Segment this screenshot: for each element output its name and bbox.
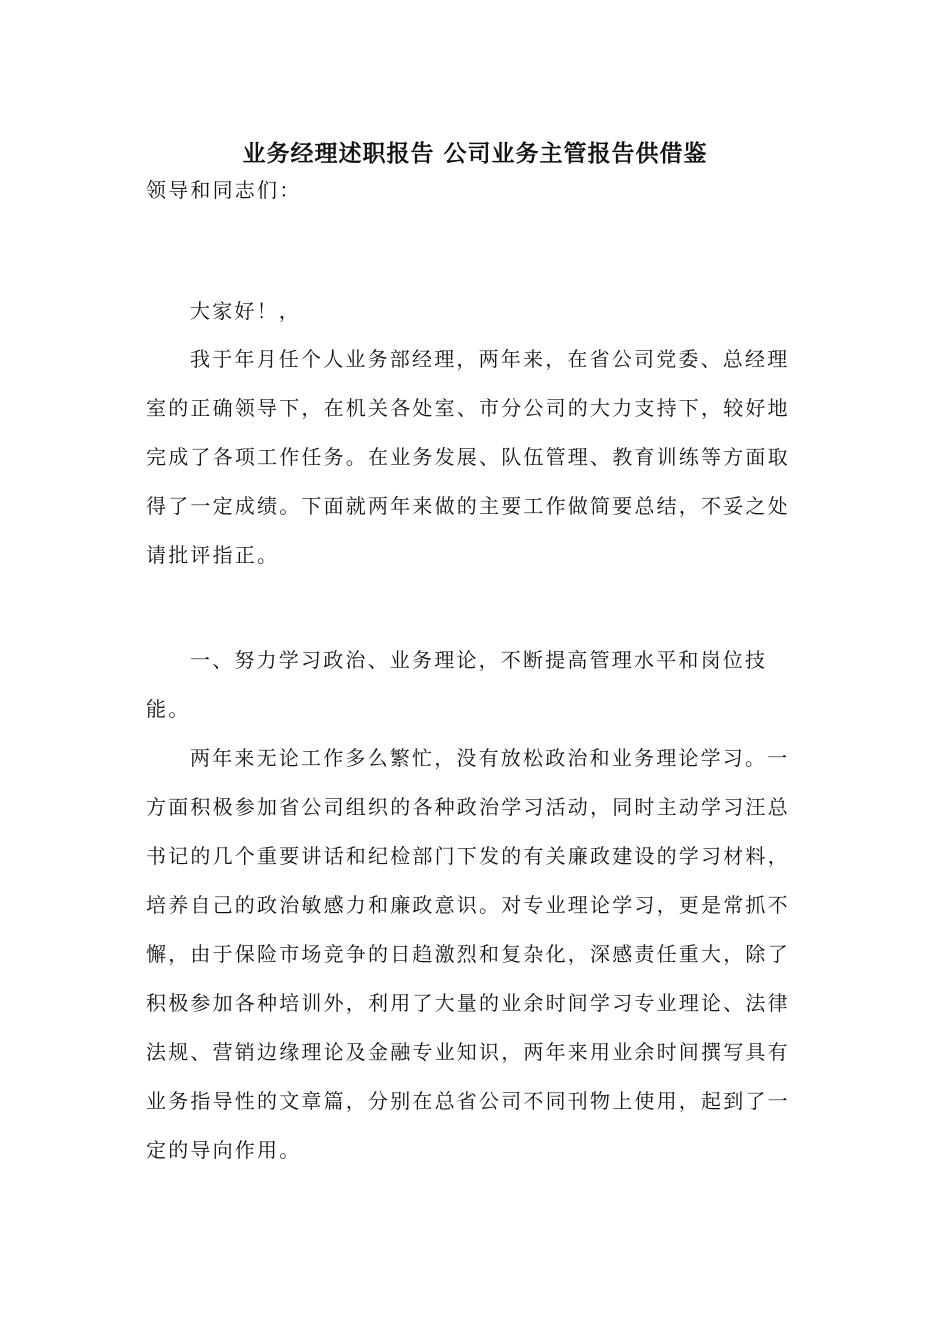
paragraph-line: 我于年月任个人业务部经理，两年来，在省公司党委、总经理: [190, 347, 790, 371]
greeting: 大家好！，: [190, 299, 301, 323]
paragraph-study: [146, 734, 806, 1175]
paragraph-line: 书记的几个重要讲话和纪检部门下发的有关廉政建设的学习材料，: [146, 844, 790, 868]
paragraph-line: 懈，由于保险市场竞争的日趋激烈和复杂化，深感责任重大，除了: [146, 942, 790, 966]
paragraph-line: 两年来无论工作多么繁忙，没有放松政治和业务理论学习。一: [190, 746, 790, 770]
paragraph-intro: [146, 335, 806, 580]
paragraph-line: 方面积极参加省公司组织的各种政治学习活动，同时主动学习汪总: [146, 795, 790, 819]
paragraph-line: 法规、营销边缘理论及金融专业知识，两年来用业余时间撰写具有: [146, 1040, 790, 1064]
paragraph-line: 请批评指正。: [146, 543, 280, 567]
document-title: 业务经理述职报告 公司业务主管报告供借鉴: [242, 140, 708, 167]
section-heading: 一、努力学习政治、业务理论，不断提高管理水平和岗位技能。: [146, 648, 768, 721]
paragraph-line: 室的正确领导下，在机关各处室、市分公司的大力支持下，较好地: [146, 396, 790, 420]
paragraph-line: 积极参加各种培训外，利用了大量的业余时间学习专业理论、法律: [146, 991, 790, 1015]
paragraph-line: 完成了各项工作任务。在业务发展、队伍管理、教育训练等方面取: [146, 445, 790, 469]
paragraph-line: 得了一定成绩。下面就两年来做的主要工作做简要总结，不妥之处: [146, 494, 790, 518]
salutation: 领导和同志们：: [146, 178, 302, 202]
paragraph-line: 培养自己的政治敏感力和廉政意识。对专业理论学习，更是常抓不: [146, 893, 790, 917]
paragraph-line: 定的导向作用。: [146, 1138, 302, 1162]
paragraph-line: 业务指导性的文章篇，分别在总省公司不同刊物上使用，起到了一: [146, 1089, 790, 1113]
